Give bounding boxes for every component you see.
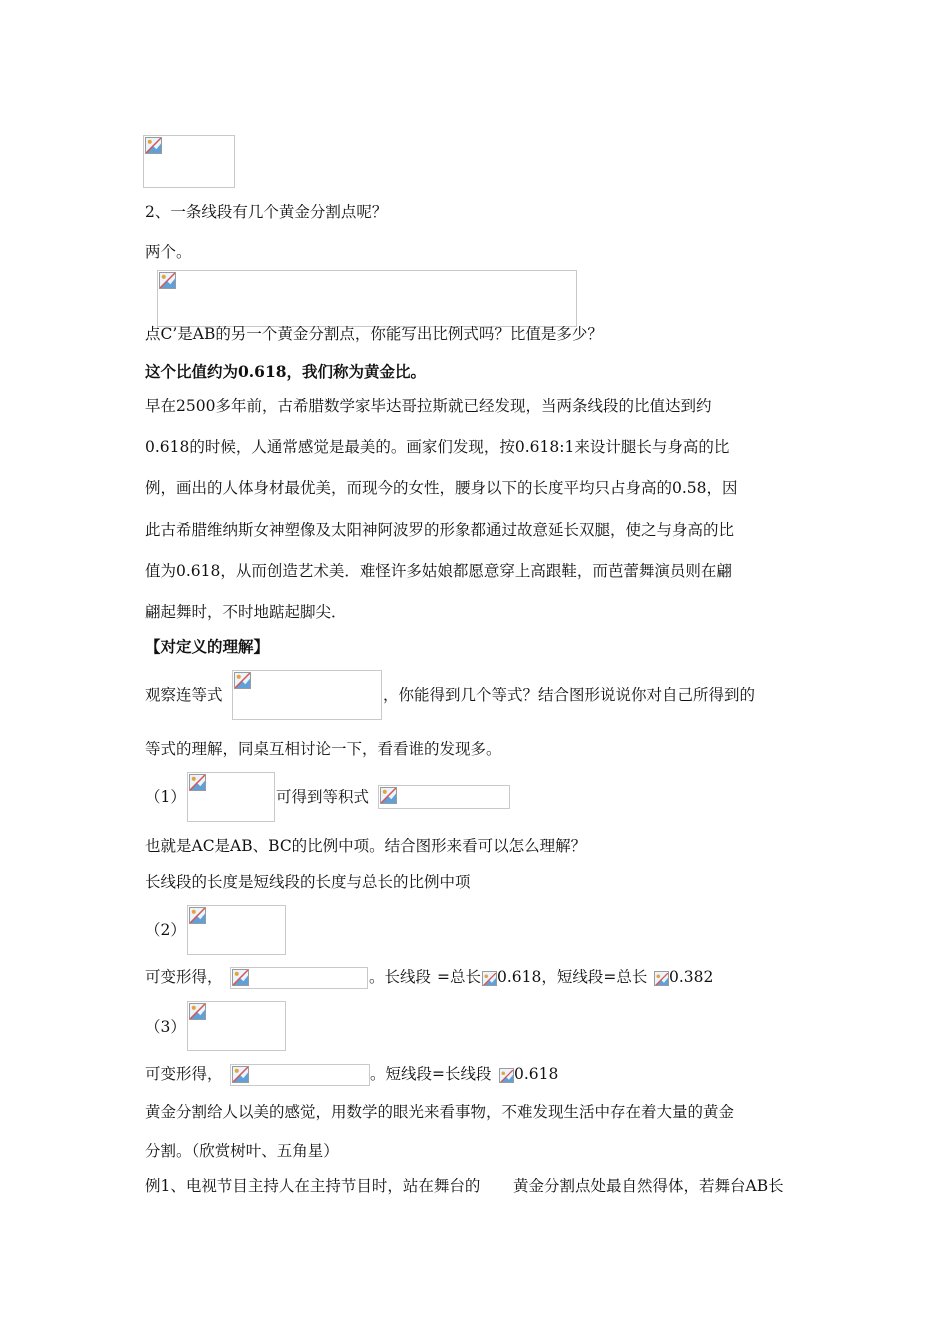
item-1-label: （1） — [145, 788, 186, 806]
item-3-label: （3） — [145, 1018, 186, 1036]
history-line-4: 此古希腊维纳斯女神塑像及太阳神阿波罗的形象都通过故意延长双腿，使之与身高的比 — [145, 521, 735, 539]
mean-proportional-text: 也就是AC是AB、BC的比例中项。结合图形来看可以怎么理解？ — [145, 837, 587, 855]
broken-image-icon — [232, 969, 249, 986]
broken-image-icon — [654, 971, 669, 986]
broken-image-icon — [159, 272, 176, 289]
item-2-text-b: =总长 — [437, 968, 481, 986]
observe-text-b: ，你能得到几个等式？结合图形说说你对自己所得到的 — [383, 686, 756, 704]
example-1-text-a: 例1、电视节目主持人在主持节目时，站在舞台的 — [145, 1177, 481, 1195]
history-line-1: 早在2500多年前，古希腊数学家毕达哥拉斯就已经发现，当两条线段的比值达到约 — [145, 397, 712, 415]
golden-ratio-statement: 这个比值约为0.618，我们称为黄金比。 — [145, 362, 427, 381]
item-2-text-a: 。长线段 — [369, 968, 432, 986]
item-1-result-image — [378, 785, 510, 809]
observe-text-a: 观察连等式 — [145, 686, 223, 704]
broken-image-icon — [380, 787, 397, 804]
broken-image-icon — [232, 1066, 249, 1083]
point-c-question: 点C’是AB的另一个黄金分割点，你能写出比例式吗？比值是多少？ — [145, 325, 603, 343]
long-segment-text: 长线段的长度是短线段的长度与总长的比例中项 — [145, 873, 471, 891]
broken-image-icon — [234, 672, 251, 689]
equation-image — [232, 670, 382, 720]
item-2-image — [187, 905, 286, 955]
item-3-image — [187, 1001, 286, 1051]
question-2: 2、一条线段有几个黄金分割点呢？ — [145, 203, 388, 221]
item-2-text-d: 0.382 — [669, 968, 714, 986]
item-2-formula-image — [230, 967, 368, 989]
item-3-formula-image — [230, 1064, 370, 1086]
broken-image-icon — [189, 907, 206, 924]
item-3-text-b: 0.618 — [514, 1065, 559, 1083]
history-line-3: 例，画出的人体身材最优美，而现今的女性，腰身以下的长度平均只占身高的0.58，因 — [145, 479, 738, 497]
history-line-6: 翩起舞时，不时地踮起脚尖． — [145, 603, 347, 621]
broken-image-icon — [189, 774, 206, 791]
broken-image-icon — [189, 1003, 206, 1020]
item-2-text-c: 0.618，短线段=总长 — [497, 968, 648, 986]
answer-two: 两个。 — [145, 243, 192, 261]
image-placeholder-segment — [157, 270, 577, 327]
item-1-text: 可得到等积式 — [276, 788, 370, 806]
golden-section-line-2: 分割。（欣赏树叶、五角星） — [145, 1142, 339, 1160]
golden-section-line-1: 黄金分割给人以美的感觉，用数学的眼光来看事物，不难发现生活中存在着大量的黄金 — [145, 1103, 735, 1121]
item-3-transform-label: 可变形得， — [145, 1065, 223, 1083]
broken-image-icon — [499, 1068, 514, 1083]
history-line-5: 值为0.618，从而创造艺术美．难怪许多姑娘都愿意穿上高跟鞋，而芭蕾舞演员则在翩 — [145, 562, 732, 580]
item-1-image — [187, 772, 275, 822]
history-line-2: 0.618的时候，人通常感觉是最美的。画家们发现，按0.618:1来设计腿长与身高的比 — [145, 438, 730, 456]
section-heading: 【对定义的理解】 — [145, 637, 270, 656]
example-1-text-b: 黄金分割点处最自然得体，若舞台AB长 — [513, 1177, 784, 1195]
item-2-label: （2） — [145, 921, 186, 939]
observe-text-c: 等式的理解，同桌互相讨论一下，看看谁的发现多。 — [145, 740, 502, 758]
image-placeholder — [143, 135, 235, 188]
broken-image-icon — [145, 137, 162, 154]
item-2-transform-label: 可变形得， — [145, 968, 223, 986]
broken-image-icon — [482, 971, 497, 986]
item-3-text-a: 。短线段=长线段 — [370, 1065, 492, 1083]
